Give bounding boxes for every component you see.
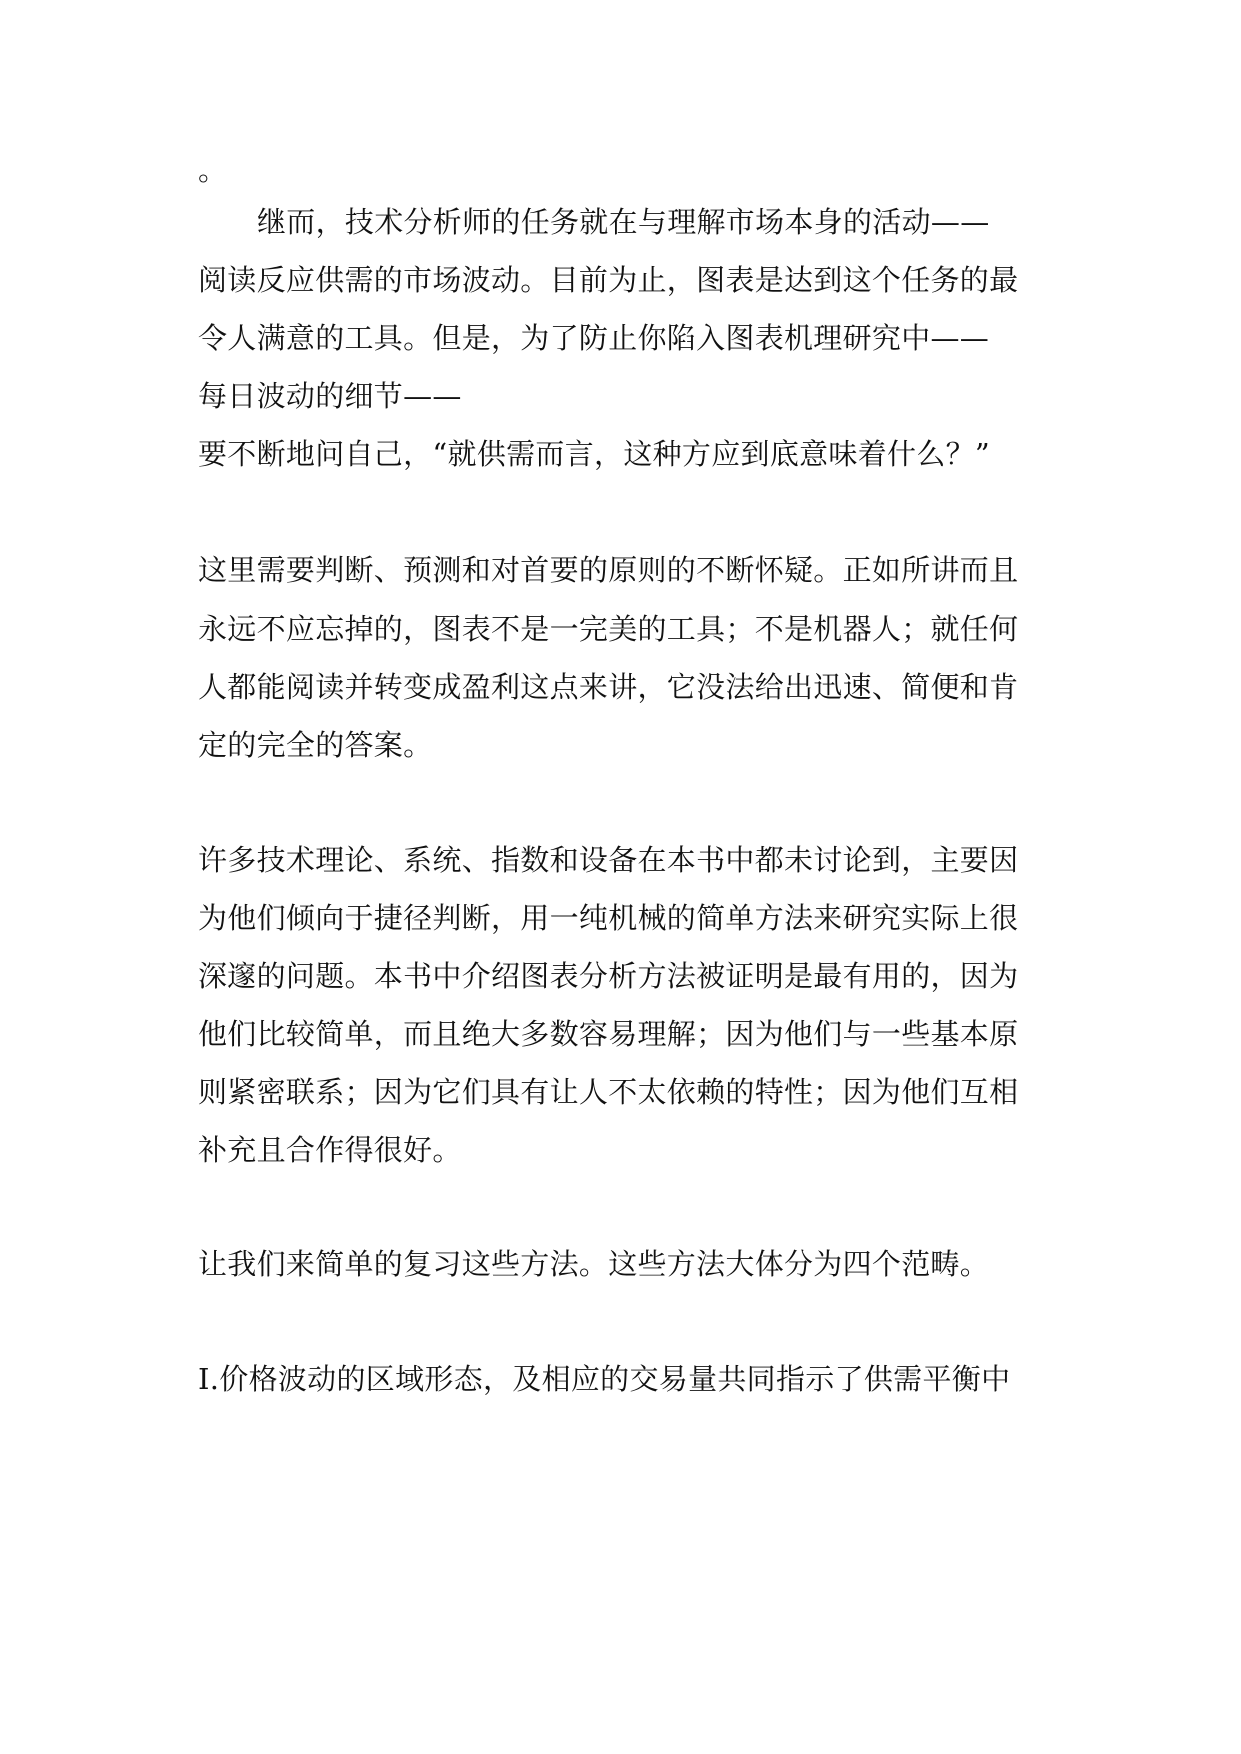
paragraph-4-line-1: 让我们来简单的复习这些方法。这些方法大体分为四个范畴。: [198, 1247, 990, 1281]
paragraph-2-line-2: 永远不应忘掉的，图表不是一完美的工具；不是机器人；就任何: [198, 612, 1019, 646]
paragraph-2-line-3: 人都能阅读并转变成盈利这点来讲，它没法给出迅速、简便和肯: [198, 670, 1019, 704]
paragraph-3-line-6: 补充且合作得很好。: [198, 1133, 462, 1167]
paragraph-3-line-4: 他们比较简单，而且绝大多数容易理解；因为他们与一些基本原: [198, 1017, 1019, 1051]
fragment-top: 。: [198, 153, 228, 187]
paragraph-1-line-2: 阅读反应供需的市场波动。目前为止，图表是达到这个任务的最: [198, 263, 1019, 297]
paragraph-3-line-2: 为他们倾向于捷径判断，用一纯机械的简单方法来研究实际上很: [198, 901, 1019, 935]
paragraph-3-line-5: 则紧密联系；因为它们具有让人不太依赖的特性；因为他们互相: [198, 1075, 1019, 1109]
paragraph-1-line-3: 令人满意的工具。但是，为了防止你陷入图表机理研究中——: [198, 321, 990, 355]
paragraph-1-line-4: 每日波动的细节——: [198, 379, 462, 413]
paragraph-3-line-1: 许多技术理论、系统、指数和设备在本书中都未讨论到，主要因: [198, 843, 1019, 877]
paragraph-3-line-3: 深邃的问题。本书中介绍图表分析方法被证明是最有用的，因为: [198, 959, 1019, 993]
paragraph-1-line-5: 要不断地问自己，“就供需而言，这种方应到底意味着什么？”: [198, 437, 991, 471]
paragraph-5-line-1: Ⅰ.价格波动的区域形态，及相应的交易量共同指示了供需平衡中: [198, 1362, 1011, 1396]
paragraph-2-line-4: 定的完全的答案。: [198, 728, 433, 762]
paragraph-2-line-1: 这里需要判断、预测和对首要的原则的不断怀疑。正如所讲而且: [198, 553, 1019, 587]
paragraph-1-line-1: 继而，技术分析师的任务就在与理解市场本身的活动——: [257, 205, 990, 239]
